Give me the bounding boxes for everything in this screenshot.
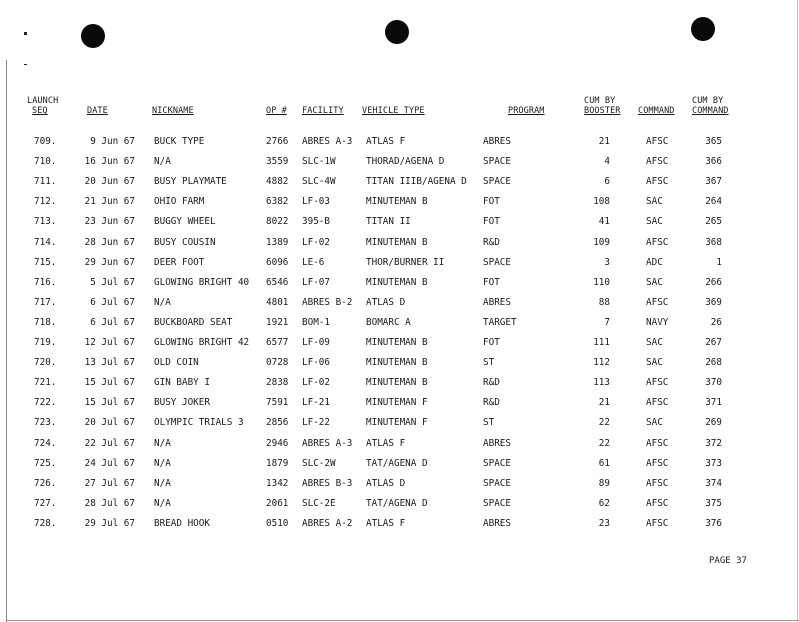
date-cell: 9 Jun 67 (90, 136, 135, 147)
launch-seq-cell: 718. (34, 316, 57, 328)
header-cum-by-label-2: CUM BY (692, 96, 724, 106)
header-cum-by-label: CUM BY (584, 96, 616, 106)
facility-cell: ABRES A-2 (302, 517, 353, 529)
vehicle-type-cell: ATLAS D (366, 477, 406, 489)
table-row (0, 317, 799, 331)
cum-by-command-cell: 372 (705, 437, 722, 449)
op-number-cell: 2061 (266, 497, 289, 509)
date-cell: 6 Jul 67 (90, 316, 135, 328)
facility-cell: ABRES B-3 (302, 477, 353, 489)
program-cell: SPACE (483, 477, 511, 489)
table-row (0, 156, 799, 170)
cum-by-command-cell: 369 (705, 296, 722, 308)
op-number-cell: 6096 (266, 256, 289, 268)
nickname-cell: N/A (154, 477, 171, 489)
launch-seq-cell: 719. (34, 337, 57, 348)
program-cell: ST (483, 417, 495, 429)
date-cell: 28 Jun 67 (84, 236, 135, 248)
scan-speck (24, 64, 27, 65)
nickname-cell: GLOWING BRIGHT 42 (154, 337, 250, 348)
nickname-cell: N/A (154, 457, 171, 469)
op-number-cell: 4882 (266, 176, 289, 188)
nickname-cell: BUSY PLAYMATE (154, 176, 227, 188)
op-number-cell: 2856 (266, 417, 289, 429)
table-row (0, 257, 799, 271)
command-cell: SAC (646, 357, 663, 369)
header-program: PROGRAM (508, 106, 545, 116)
op-number-cell: 1389 (266, 236, 289, 248)
nickname-cell: BUSY COUSIN (154, 236, 216, 248)
nickname-cell: OLYMPIC TRIALS 3 (154, 417, 244, 429)
op-number-cell: 4801 (266, 296, 289, 308)
nickname-cell: GIN BABY I (154, 377, 210, 389)
table-row (0, 357, 799, 371)
launch-seq-cell: 711. (34, 176, 57, 188)
vehicle-type-cell: MINUTEMAN B (366, 337, 428, 348)
cum-by-booster-cell: 41 (598, 216, 610, 228)
cum-by-command-cell: 26 (710, 316, 722, 328)
program-cell: TARGET (483, 316, 517, 328)
nickname-cell: OLD COIN (154, 357, 199, 369)
nickname-cell: BUCKBOARD SEAT (154, 316, 233, 328)
header-cum-command (692, 96, 729, 116)
facility-cell: ABRES A-3 (302, 437, 353, 449)
table-row (0, 518, 799, 532)
date-cell: 16 Jun 67 (84, 156, 135, 168)
launch-seq-cell: 716. (34, 276, 57, 288)
date-cell: 20 Jul 67 (84, 417, 135, 429)
launch-seq-cell: 709. (34, 136, 57, 147)
facility-cell: LF-07 (302, 276, 330, 288)
header-date: DATE (87, 106, 108, 116)
cum-by-booster-cell: 61 (598, 457, 610, 469)
cum-by-booster-cell: 4 (604, 156, 610, 168)
launch-seq-cell: 717. (34, 296, 57, 308)
op-number-cell: 2946 (266, 437, 289, 449)
facility-cell: LF-06 (302, 357, 330, 369)
punch-hole-left (81, 24, 105, 48)
command-cell: SAC (646, 337, 663, 348)
program-cell: R&D (483, 236, 500, 248)
table-row (0, 176, 799, 190)
header-booster-label: BOOSTER (584, 106, 621, 116)
command-cell: SAC (646, 216, 663, 228)
op-number-cell: 1342 (266, 477, 289, 489)
cum-by-booster-cell: 111 (593, 337, 610, 348)
cum-by-booster-cell: 21 (598, 136, 610, 147)
vehicle-type-cell: TITAN IIIB/AGENA D (366, 176, 467, 188)
header-nickname: NICKNAME (152, 106, 194, 116)
vehicle-type-cell: TAT/AGENA D (366, 457, 428, 469)
nickname-cell: BUGGY WHEEL (154, 216, 216, 228)
table-row (0, 498, 799, 512)
launch-seq-cell: 713. (34, 216, 57, 228)
facility-cell: SLC-4W (302, 176, 336, 188)
cum-by-booster-cell: 112 (593, 357, 610, 369)
cum-by-command-cell: 1 (716, 256, 722, 268)
cum-by-booster-cell: 21 (598, 397, 610, 409)
cum-by-booster-cell: 23 (598, 517, 610, 529)
table-row (0, 438, 799, 452)
date-cell: 22 Jul 67 (84, 437, 135, 449)
header-command: COMMAND (638, 106, 675, 116)
cum-by-booster-cell: 22 (598, 437, 610, 449)
vehicle-type-cell: ATLAS F (366, 136, 406, 147)
cum-by-command-cell: 368 (705, 236, 722, 248)
cum-by-booster-cell: 89 (598, 477, 610, 489)
command-cell: AFSC (646, 176, 669, 188)
cum-by-command-cell: 366 (705, 156, 722, 168)
program-cell: ABRES (483, 517, 511, 529)
vehicle-type-cell: MINUTEMAN B (366, 236, 428, 248)
program-cell: SPACE (483, 176, 511, 188)
program-cell: SPACE (483, 156, 511, 168)
date-cell: 12 Jul 67 (84, 337, 135, 348)
program-cell: R&D (483, 377, 500, 389)
table-row (0, 397, 799, 411)
op-number-cell: 1921 (266, 316, 289, 328)
cum-by-booster-cell: 7 (604, 316, 610, 328)
vehicle-type-cell: MINUTEMAN F (366, 417, 428, 429)
cum-by-command-cell: 374 (705, 477, 722, 489)
facility-cell: LF-02 (302, 236, 330, 248)
op-number-cell: 8022 (266, 216, 289, 228)
table-row (0, 196, 799, 210)
program-cell: FOT (483, 276, 500, 288)
vehicle-type-cell: MINUTEMAN B (366, 196, 428, 208)
table-row (0, 377, 799, 391)
cum-by-command-cell: 268 (705, 357, 722, 369)
facility-cell: LF-02 (302, 377, 330, 389)
command-cell: AFSC (646, 437, 669, 449)
program-cell: ABRES (483, 437, 511, 449)
op-number-cell: 2766 (266, 136, 289, 147)
header-vehicle-type: VEHICLE TYPE (362, 106, 425, 116)
nickname-cell: N/A (154, 497, 171, 509)
command-cell: AFSC (646, 236, 669, 248)
cum-by-command-cell: 265 (705, 216, 722, 228)
launch-seq-cell: 728. (34, 517, 57, 529)
program-cell: SPACE (483, 497, 511, 509)
facility-cell: 395-B (302, 216, 330, 228)
command-cell: AFSC (646, 457, 669, 469)
facility-cell: LF-22 (302, 417, 330, 429)
facility-cell: LE-6 (302, 256, 325, 268)
header-command-label-2: COMMAND (692, 106, 729, 116)
launch-seq-cell: 726. (34, 477, 57, 489)
command-cell: AFSC (646, 296, 669, 308)
date-cell: 6 Jul 67 (90, 296, 135, 308)
vehicle-type-cell: MINUTEMAN B (366, 276, 428, 288)
table-row (0, 297, 799, 311)
launch-seq-cell: 721. (34, 377, 57, 389)
op-number-cell: 0728 (266, 357, 289, 369)
command-cell: AFSC (646, 136, 669, 147)
cum-by-command-cell: 370 (705, 377, 722, 389)
program-cell: FOT (483, 337, 500, 348)
table-row (0, 337, 799, 351)
date-cell: 27 Jul 67 (84, 477, 135, 489)
header-seq-label: SEQ (32, 106, 48, 116)
page-edge-bottom (6, 620, 799, 621)
date-cell: 24 Jul 67 (84, 457, 135, 469)
facility-cell: SLC-1W (302, 156, 336, 168)
table-row (0, 237, 799, 251)
header-launch-seq (27, 96, 58, 116)
launch-seq-cell: 715. (34, 256, 57, 268)
nickname-cell: DEER FOOT (154, 256, 205, 268)
command-cell: AFSC (646, 517, 669, 529)
cum-by-booster-cell: 3 (604, 256, 610, 268)
cum-by-command-cell: 376 (705, 517, 722, 529)
launch-seq-cell: 727. (34, 497, 57, 509)
launch-seq-cell: 724. (34, 437, 57, 449)
facility-cell: LF-09 (302, 337, 330, 348)
nickname-cell: N/A (154, 437, 171, 449)
op-number-cell: 0510 (266, 517, 289, 529)
op-number-cell: 3559 (266, 156, 289, 168)
table-row (0, 216, 799, 230)
table-row (0, 478, 799, 492)
date-cell: 5 Jul 67 (90, 276, 135, 288)
cum-by-booster-cell: 110 (593, 276, 610, 288)
launch-seq-cell: 722. (34, 397, 57, 409)
date-cell: 20 Jun 67 (84, 176, 135, 188)
program-cell: R&D (483, 397, 500, 409)
command-cell: ADC (646, 256, 663, 268)
program-cell: FOT (483, 216, 500, 228)
launch-seq-cell: 723. (34, 417, 57, 429)
command-cell: AFSC (646, 397, 669, 409)
header-facility: FACILITY (302, 106, 344, 116)
cum-by-booster-cell: 62 (598, 497, 610, 509)
cum-by-command-cell: 373 (705, 457, 722, 469)
launch-seq-cell: 714. (34, 236, 57, 248)
date-cell: 28 Jul 67 (84, 497, 135, 509)
program-cell: SPACE (483, 457, 511, 469)
nickname-cell: N/A (154, 156, 171, 168)
date-cell: 13 Jul 67 (84, 357, 135, 369)
launch-seq-cell: 712. (34, 196, 57, 208)
punch-hole-right (691, 17, 715, 41)
header-launch-label: LAUNCH (27, 96, 59, 106)
command-cell: SAC (646, 196, 663, 208)
date-cell: 21 Jun 67 (84, 196, 135, 208)
facility-cell: LF-21 (302, 397, 330, 409)
vehicle-type-cell: TAT/AGENA D (366, 497, 428, 509)
vehicle-type-cell: MINUTEMAN B (366, 357, 428, 369)
cum-by-booster-cell: 22 (598, 417, 610, 429)
nickname-cell: OHIO FARM (154, 196, 205, 208)
command-cell: AFSC (646, 377, 669, 389)
header-cum-booster (584, 96, 621, 116)
vehicle-type-cell: ATLAS F (366, 517, 406, 529)
command-cell: AFSC (646, 497, 669, 509)
cum-by-command-cell: 367 (705, 176, 722, 188)
header-op: OP # (266, 106, 287, 116)
vehicle-type-cell: MINUTEMAN B (366, 377, 428, 389)
scan-speck (24, 32, 27, 35)
date-cell: 23 Jun 67 (84, 216, 135, 228)
command-cell: NAVY (646, 316, 669, 328)
punch-hole-center (385, 20, 409, 44)
command-cell: AFSC (646, 477, 669, 489)
table-row (0, 136, 799, 150)
op-number-cell: 6577 (266, 337, 289, 348)
date-cell: 15 Jul 67 (84, 377, 135, 389)
nickname-cell: BUSY JOKER (154, 397, 210, 409)
vehicle-type-cell: ATLAS D (366, 296, 406, 308)
facility-cell: LF-03 (302, 196, 330, 208)
nickname-cell: N/A (154, 296, 171, 308)
facility-cell: SLC-2E (302, 497, 336, 509)
command-cell: AFSC (646, 156, 669, 168)
date-cell: 29 Jul 67 (84, 517, 135, 529)
op-number-cell: 1879 (266, 457, 289, 469)
date-cell: 29 Jun 67 (84, 256, 135, 268)
cum-by-booster-cell: 88 (598, 296, 610, 308)
table-row (0, 458, 799, 472)
nickname-cell: BREAD HOOK (154, 517, 210, 529)
page-number: PAGE 37 (709, 556, 747, 566)
nickname-cell: GLOWING BRIGHT 40 (154, 276, 250, 288)
vehicle-type-cell: ATLAS F (366, 437, 406, 449)
nickname-cell: BUCK TYPE (154, 136, 205, 147)
cum-by-booster-cell: 109 (593, 236, 610, 248)
vehicle-type-cell: THORAD/AGENA D (366, 156, 445, 168)
program-cell: ST (483, 357, 495, 369)
cum-by-booster-cell: 6 (604, 176, 610, 188)
program-cell: ABRES (483, 296, 511, 308)
table-row (0, 417, 799, 431)
cum-by-command-cell: 266 (705, 276, 722, 288)
op-number-cell: 2838 (266, 377, 289, 389)
program-cell: ABRES (483, 136, 511, 147)
vehicle-type-cell: BOMARC A (366, 316, 411, 328)
cum-by-command-cell: 371 (705, 397, 722, 409)
date-cell: 15 Jul 67 (84, 397, 135, 409)
cum-by-command-cell: 267 (705, 337, 722, 348)
facility-cell: ABRES A-3 (302, 136, 353, 147)
program-cell: FOT (483, 196, 500, 208)
facility-cell: BOM-1 (302, 316, 330, 328)
op-number-cell: 6382 (266, 196, 289, 208)
vehicle-type-cell: MINUTEMAN F (366, 397, 428, 409)
cum-by-command-cell: 365 (705, 136, 722, 147)
cum-by-booster-cell: 108 (593, 196, 610, 208)
op-number-cell: 7591 (266, 397, 289, 409)
cum-by-command-cell: 269 (705, 417, 722, 429)
command-cell: SAC (646, 417, 663, 429)
command-cell: SAC (646, 276, 663, 288)
cum-by-command-cell: 264 (705, 196, 722, 208)
facility-cell: ABRES B-2 (302, 296, 353, 308)
cum-by-command-cell: 375 (705, 497, 722, 509)
op-number-cell: 6546 (266, 276, 289, 288)
vehicle-type-cell: THOR/BURNER II (366, 256, 445, 268)
facility-cell: SLC-2W (302, 457, 336, 469)
vehicle-type-cell: TITAN II (366, 216, 411, 228)
cum-by-booster-cell: 113 (593, 377, 610, 389)
program-cell: SPACE (483, 256, 511, 268)
launch-seq-cell: 710. (34, 156, 57, 168)
launch-seq-cell: 725. (34, 457, 57, 469)
table-row (0, 277, 799, 291)
launch-seq-cell: 720. (34, 357, 57, 369)
